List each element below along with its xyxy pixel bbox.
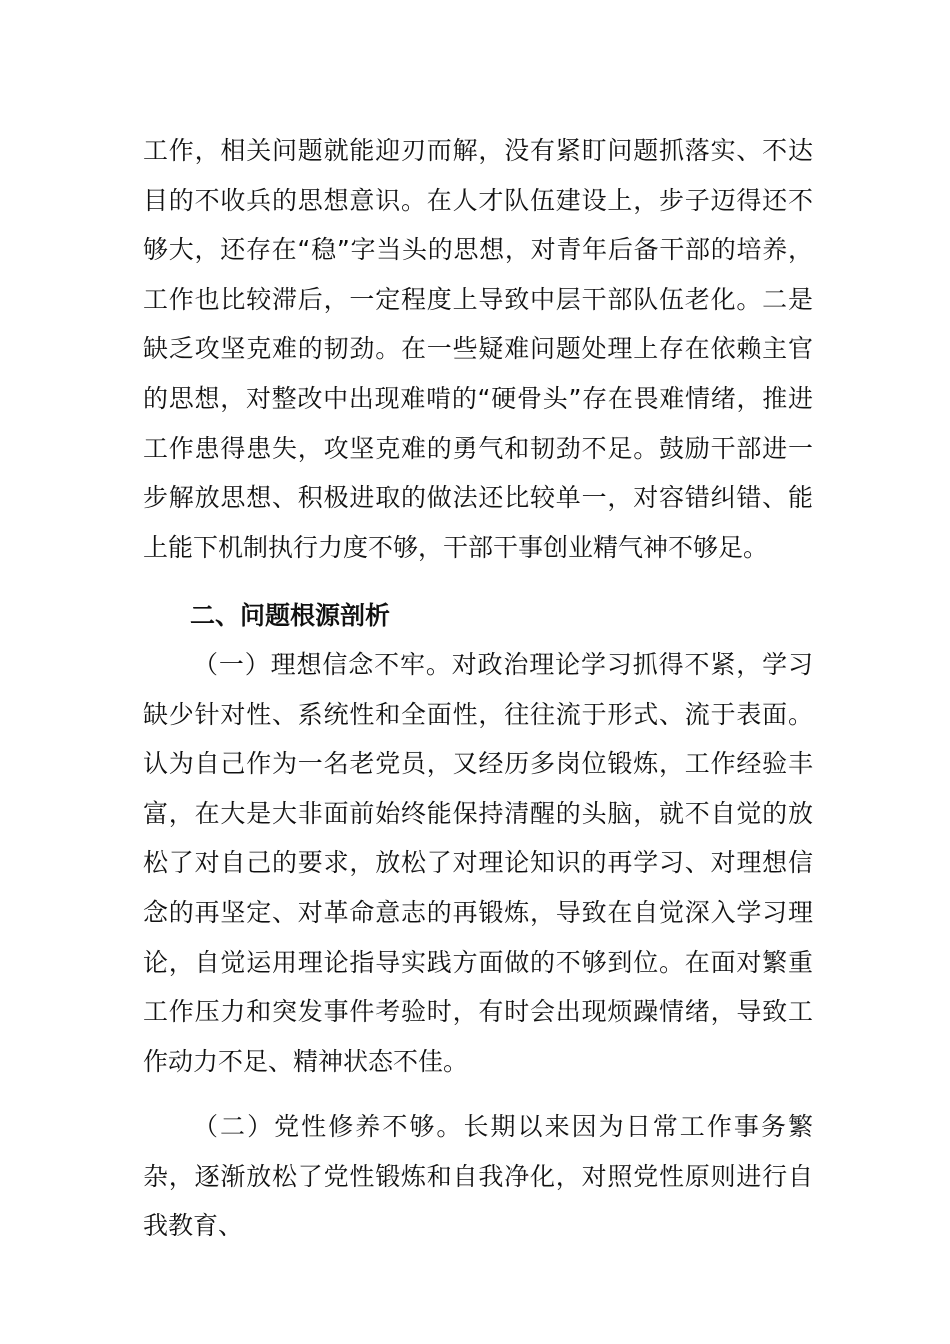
section-heading: 二、问题根源剖析 xyxy=(190,601,391,630)
paragraph-ideals-beliefs: （一）理想信念不牢。对政治理论学习抓得不紧，学习缺少针对性、系统性和全面性，往往流于形式、流于表面。认为自己作为一名老党员，又经历多岗位锻炼，工作经验丰富，在大是大非面前始终能保持清醒的头脑，就不自觉的放松了对自己的要求，放松了对理论知识的再学习、对理想信念的再坚定、对革命意志的再锻炼，导致在自觉深入学习理论，自觉运用理论指导实践方面做的不够到位。在面对繁重工作压力和突发事件考验时，有时会出现烦躁情绪，导致工作动力不足、精神状态不佳。 xyxy=(143,650,813,1076)
paragraph-continued: 工作，相关问题就能迎刃而解，没有紧盯问题抓落实、不达目的不收兵的思想意识。在人才队伍建设上，步子迈得还不够大，还存在“稳”字当头的思想，对青年后备干部的培养，工作也比较滞后，一定程度上导致中层干部队伍老化。二是缺乏攻坚克难的韧劲。在一些疑难问题处理上存在依赖主官的思想，对整改中出现难啃的“硬骨头”存在畏难情绪，推进工作患得患失，攻坚克难的勇气和韧劲不足。鼓励干部进一步解放思想、积极进取的做法还比较单一，对容错纠错、能上能下机制执行力度不够，干部干事创业精气神不够足。 xyxy=(143,136,813,562)
paragraph-party-spirit: （二）党性修养不够。长期以来因为日常工作事务繁杂，逐渐放松了党性锻炼和自我净化，对照党性原则进行自我教育、 xyxy=(143,1112,813,1241)
